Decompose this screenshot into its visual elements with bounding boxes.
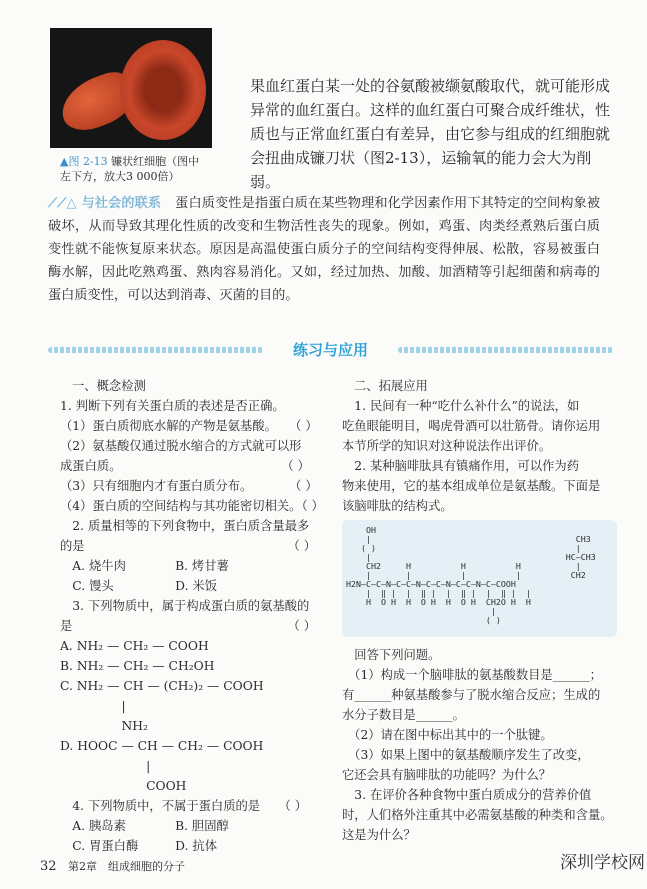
exercise-line: C. 胃蛋白酶 D. 抗体	[60, 839, 217, 853]
formula-line: | CH3	[346, 534, 591, 544]
exercise-line: （1）蛋白质彻底水解的产物是氨基酸。 （ ）	[60, 419, 318, 433]
exercise-line: （3）如果上图中的氨基酸顺序发生了改变，	[342, 748, 590, 762]
wave-decoration	[398, 347, 613, 353]
enkephalin-structure-formula	[342, 520, 617, 637]
exercise-line: 2. 质量相等的下列食物中，蛋白质含量最多	[60, 519, 310, 533]
formula-line: CH2 H H H |	[346, 561, 581, 571]
exercise-line: 回答下列问题。	[342, 648, 441, 662]
exercise-line: （2）氨基酸仅通过脱水缩合的方式就可以形	[60, 439, 302, 453]
formula-line: | | | | CH2	[346, 570, 586, 580]
exercise-line: （2）请在图中标出其中的一个肽键。	[342, 728, 553, 742]
exercise-line: 本节所学的知识对这种说法作出评价。	[342, 439, 552, 453]
footer	[40, 858, 185, 874]
exercise-line: 这是为什么？	[342, 828, 416, 842]
society-tag: ⟋⟋△ 与社会的联系	[48, 196, 162, 211]
exercise-line: 水分子数目是______。	[342, 708, 465, 722]
exercise-line: 时，人们格外注重其中必需氨基酸的种类和含量。	[342, 808, 613, 822]
exercise-line: 4. 下列物质中，不属于蛋白质的是 （ ）	[60, 799, 308, 813]
watermark: 深圳学校网	[560, 853, 645, 873]
exercise-line: 物来使用，它的基本组成单位是氨基酸。下面是	[342, 479, 601, 493]
formula-line: |	[346, 606, 496, 616]
section-title: 练习与应用	[292, 341, 368, 359]
exercise-line: NH₂	[60, 719, 148, 733]
figure-caption	[60, 154, 210, 184]
wave-decoration	[48, 347, 263, 353]
formula-line: ( )	[346, 615, 501, 625]
formula-line: | HC—CH3	[346, 552, 596, 562]
left-column	[60, 376, 324, 856]
page-number: 32	[40, 859, 57, 874]
left-heading: 一、概念检测	[72, 379, 146, 393]
right-column	[342, 376, 617, 845]
formula-line: H2N—C—C—N—C—C—N—C—C—N—C—C—N—C—COOH	[346, 579, 516, 589]
exercise-line: C. NH₂ — CH — (CH₂)₂ — COOH	[60, 679, 264, 693]
exercise-line: 是 （ ）	[60, 619, 316, 633]
chapter-title: 第2章 组成细胞的分子	[68, 860, 186, 873]
formula-line: ( ) |	[346, 543, 581, 553]
exercise-line: A. 胰岛素 B. 胆固醇	[60, 819, 229, 833]
exercise-line: 的是 （ ）	[60, 539, 316, 553]
exercise-line: A. 烧牛肉 B. 烤甘薯	[60, 559, 229, 573]
exercise-line: 3. 下列物质中，属于构成蛋白质的氨基酸的	[60, 599, 310, 613]
exercise-line: |	[60, 699, 126, 713]
exercise-line: D. HOOC — CH — CH₂ — COOH	[60, 739, 264, 753]
figure-caption-text: 镰状红细胞（图中左下方，放大3 000倍）	[60, 155, 200, 183]
exercise-line: 1. 民间有一种“吃什么补什么”的说法，如	[342, 399, 580, 413]
formula-line: OH	[346, 525, 376, 535]
formula-line: | ‖ | | ‖ | | ‖ | | ‖ | |	[346, 588, 531, 598]
exercise-line: 成蛋白质。 （ ）	[60, 459, 310, 473]
exercise-line: 吃鱼眼能明目，喝虎骨酒可以壮筋骨。请你运用	[342, 419, 601, 433]
figure-label: ▲图 2-13	[60, 155, 108, 168]
exercise-line: 有______种氨基酸参与了脱水缩合反应；生成的	[342, 688, 601, 702]
exercise-line: 它还会具有脑啡肽的功能吗？为什么？	[342, 768, 552, 782]
society-box	[48, 192, 600, 307]
section-title-bar	[48, 338, 613, 362]
exercise-line: A. NH₂ — CH₂ — COOH	[60, 639, 209, 653]
sickle-cell-photo	[50, 28, 212, 148]
exercise-line: 1. 判断下列有关蛋白质的表述是否正确。	[60, 399, 285, 413]
exercise-line: （4）蛋白质的空间结构与其功能密切相关。（ ）	[60, 499, 324, 513]
exercise-line: B. NH₂ — CH₂ — CH₂OH	[60, 659, 215, 673]
exercise-line: COOH	[60, 779, 187, 793]
exercise-line: 3. 在评价各种食物中蛋白质成分的营养价值	[342, 788, 592, 802]
top-paragraph: 果血红蛋白某一处的谷氨酸被缬氨酸取代，就可能形成异常的血红蛋白。这样的血红蛋白可聚合成纤维状，性质也与正常血红蛋白有差异，由它参与组成的红细胞就会扭曲成镰刀状（图2-13），运输氧的能力会大为削弱。	[250, 77, 611, 191]
exercise-line: 2. 某种脑啡肽具有镇痛作用，可以作为药	[342, 459, 579, 473]
exercise-line: C. 馒头 D. 米饭	[60, 579, 217, 593]
normal-red-cell	[120, 40, 206, 140]
exercise-line: （1）构成一个脑啡肽的氨基酸数目是______；	[342, 668, 602, 682]
right-heading: 二、拓展应用	[354, 379, 428, 393]
exercise-line: （3）只有细胞内才有蛋白质分布。 （ ）	[60, 479, 318, 493]
society-text: 蛋白质变性是指蛋白质在某些物理和化学因素作用下其特定的空间构象被破坏，从而导致其理化性质的改变和生物活性丧失的现象。例如，鸡蛋、肉类经煮熟后蛋白质变性就不能恢复原来状态。原因是高温使蛋白质分子的空间结构变得伸展、松散，容易被蛋白酶水解，因此吃熟鸡蛋、熟肉容易消化。又如，经过加热、加酸、加酒精等引起细菌和病毒的蛋白质变性，可以达到消毒、灭菌的目的。	[48, 196, 601, 303]
exercise-line: |	[60, 759, 151, 773]
formula-line: H O H H O H H O H CH2O H H	[346, 597, 531, 607]
exercise-line: 该脑啡肽的结构式。	[342, 499, 453, 513]
society-tag-label: 与社会的联系	[81, 196, 162, 211]
